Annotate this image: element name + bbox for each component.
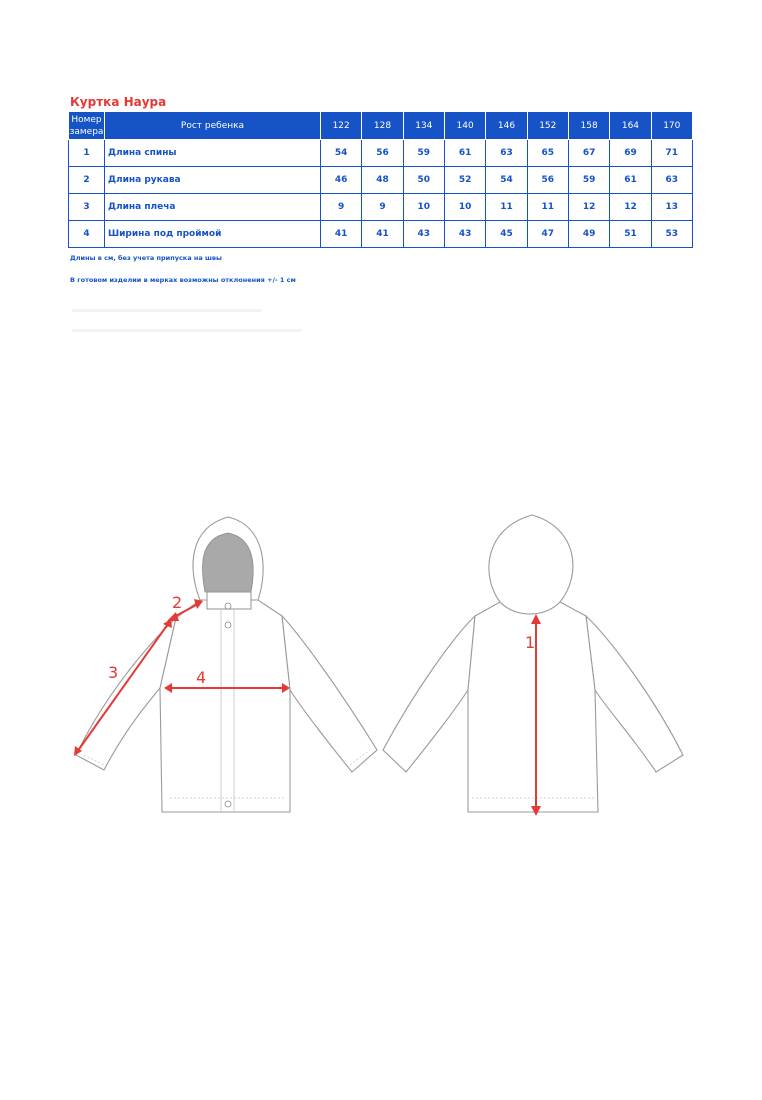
header-size: 128 (362, 112, 403, 140)
table-cell: 11 (486, 194, 527, 221)
faded-line (72, 309, 262, 312)
table-cell: 53 (651, 221, 692, 248)
table-cell: 45 (486, 221, 527, 248)
table-cell: 11 (527, 194, 568, 221)
table-cell: 54 (486, 167, 527, 194)
table-cell: 63 (486, 140, 527, 167)
measure-label-3: 3 (108, 663, 119, 682)
measure-label: Длина спины (105, 140, 321, 167)
table-header-row (69, 112, 693, 140)
table-cell: 12 (610, 194, 651, 221)
table-cell: 56 (527, 167, 568, 194)
header-size: 134 (403, 112, 444, 140)
table-cell: 51 (610, 221, 651, 248)
table-cell: 41 (362, 221, 403, 248)
snap-button (225, 603, 231, 609)
table-cell: 65 (527, 140, 568, 167)
header-size: 170 (651, 112, 692, 140)
measure-number: 2 (69, 167, 105, 194)
table-cell: 9 (362, 194, 403, 221)
note-tolerance: В готовом изделии в мерках возможны отклонения +/- 1 см (70, 276, 296, 284)
table-cell: 61 (444, 140, 485, 167)
table-cell: 41 (321, 221, 362, 248)
table-cell: 71 (651, 140, 692, 167)
header-child-height: Рост ребенка (105, 112, 321, 140)
jacket-back (383, 515, 683, 812)
table-cell: 69 (610, 140, 651, 167)
back-right-sleeve (586, 616, 683, 772)
measure-number: 4 (69, 221, 105, 248)
table-body (69, 140, 693, 248)
table-cell: 63 (651, 167, 692, 194)
table-cell: 10 (444, 194, 485, 221)
snap-button (225, 622, 231, 628)
table-cell: 12 (568, 194, 609, 221)
table-cell: 47 (527, 221, 568, 248)
front-body (160, 600, 290, 812)
jacket-front (76, 517, 377, 812)
table-cell: 50 (403, 167, 444, 194)
arrowhead (167, 612, 179, 621)
size-table (68, 111, 693, 248)
back-hood (489, 515, 573, 614)
table-cell: 48 (362, 167, 403, 194)
snap-button (225, 801, 231, 807)
front-right-sleeve (282, 616, 377, 772)
table-cell: 59 (403, 140, 444, 167)
table-cell: 54 (321, 140, 362, 167)
header-measure-number: Номер замера (69, 112, 105, 140)
faded-line (72, 329, 302, 332)
table-cell: 43 (444, 221, 485, 248)
table-cell: 56 (362, 140, 403, 167)
back-left-sleeve (383, 616, 475, 772)
table-cell: 13 (651, 194, 692, 221)
header-size: 140 (444, 112, 485, 140)
table-cell: 10 (403, 194, 444, 221)
header-size: 152 (527, 112, 568, 140)
table-row (69, 167, 693, 194)
table-row (69, 194, 693, 221)
measure-label: Ширина под проймой (105, 221, 321, 248)
page-title: Куртка Наура (70, 95, 167, 109)
table-cell: 67 (568, 140, 609, 167)
table-cell: 59 (568, 167, 609, 194)
table-cell: 49 (568, 221, 609, 248)
measure-label-4: 4 (196, 668, 207, 687)
table-cell: 61 (610, 167, 651, 194)
jacket-diagram (0, 500, 762, 830)
table-cell: 52 (444, 167, 485, 194)
measure-label: Длина плеча (105, 194, 321, 221)
header-size: 122 (321, 112, 362, 140)
header-size: 146 (486, 112, 527, 140)
note-units: Длины в см, без учета припуска на швы (70, 254, 222, 262)
table-cell: 46 (321, 167, 362, 194)
measure-number: 3 (69, 194, 105, 221)
measure-label-2: 2 (172, 593, 183, 612)
table-row (69, 140, 693, 167)
header-size: 164 (610, 112, 651, 140)
table-row (69, 221, 693, 248)
measure-label: Длина рукава (105, 167, 321, 194)
measure-number: 1 (69, 140, 105, 167)
measure-label-1: 1 (525, 633, 536, 652)
table-cell: 43 (403, 221, 444, 248)
table-cell: 9 (321, 194, 362, 221)
header-size: 158 (568, 112, 609, 140)
